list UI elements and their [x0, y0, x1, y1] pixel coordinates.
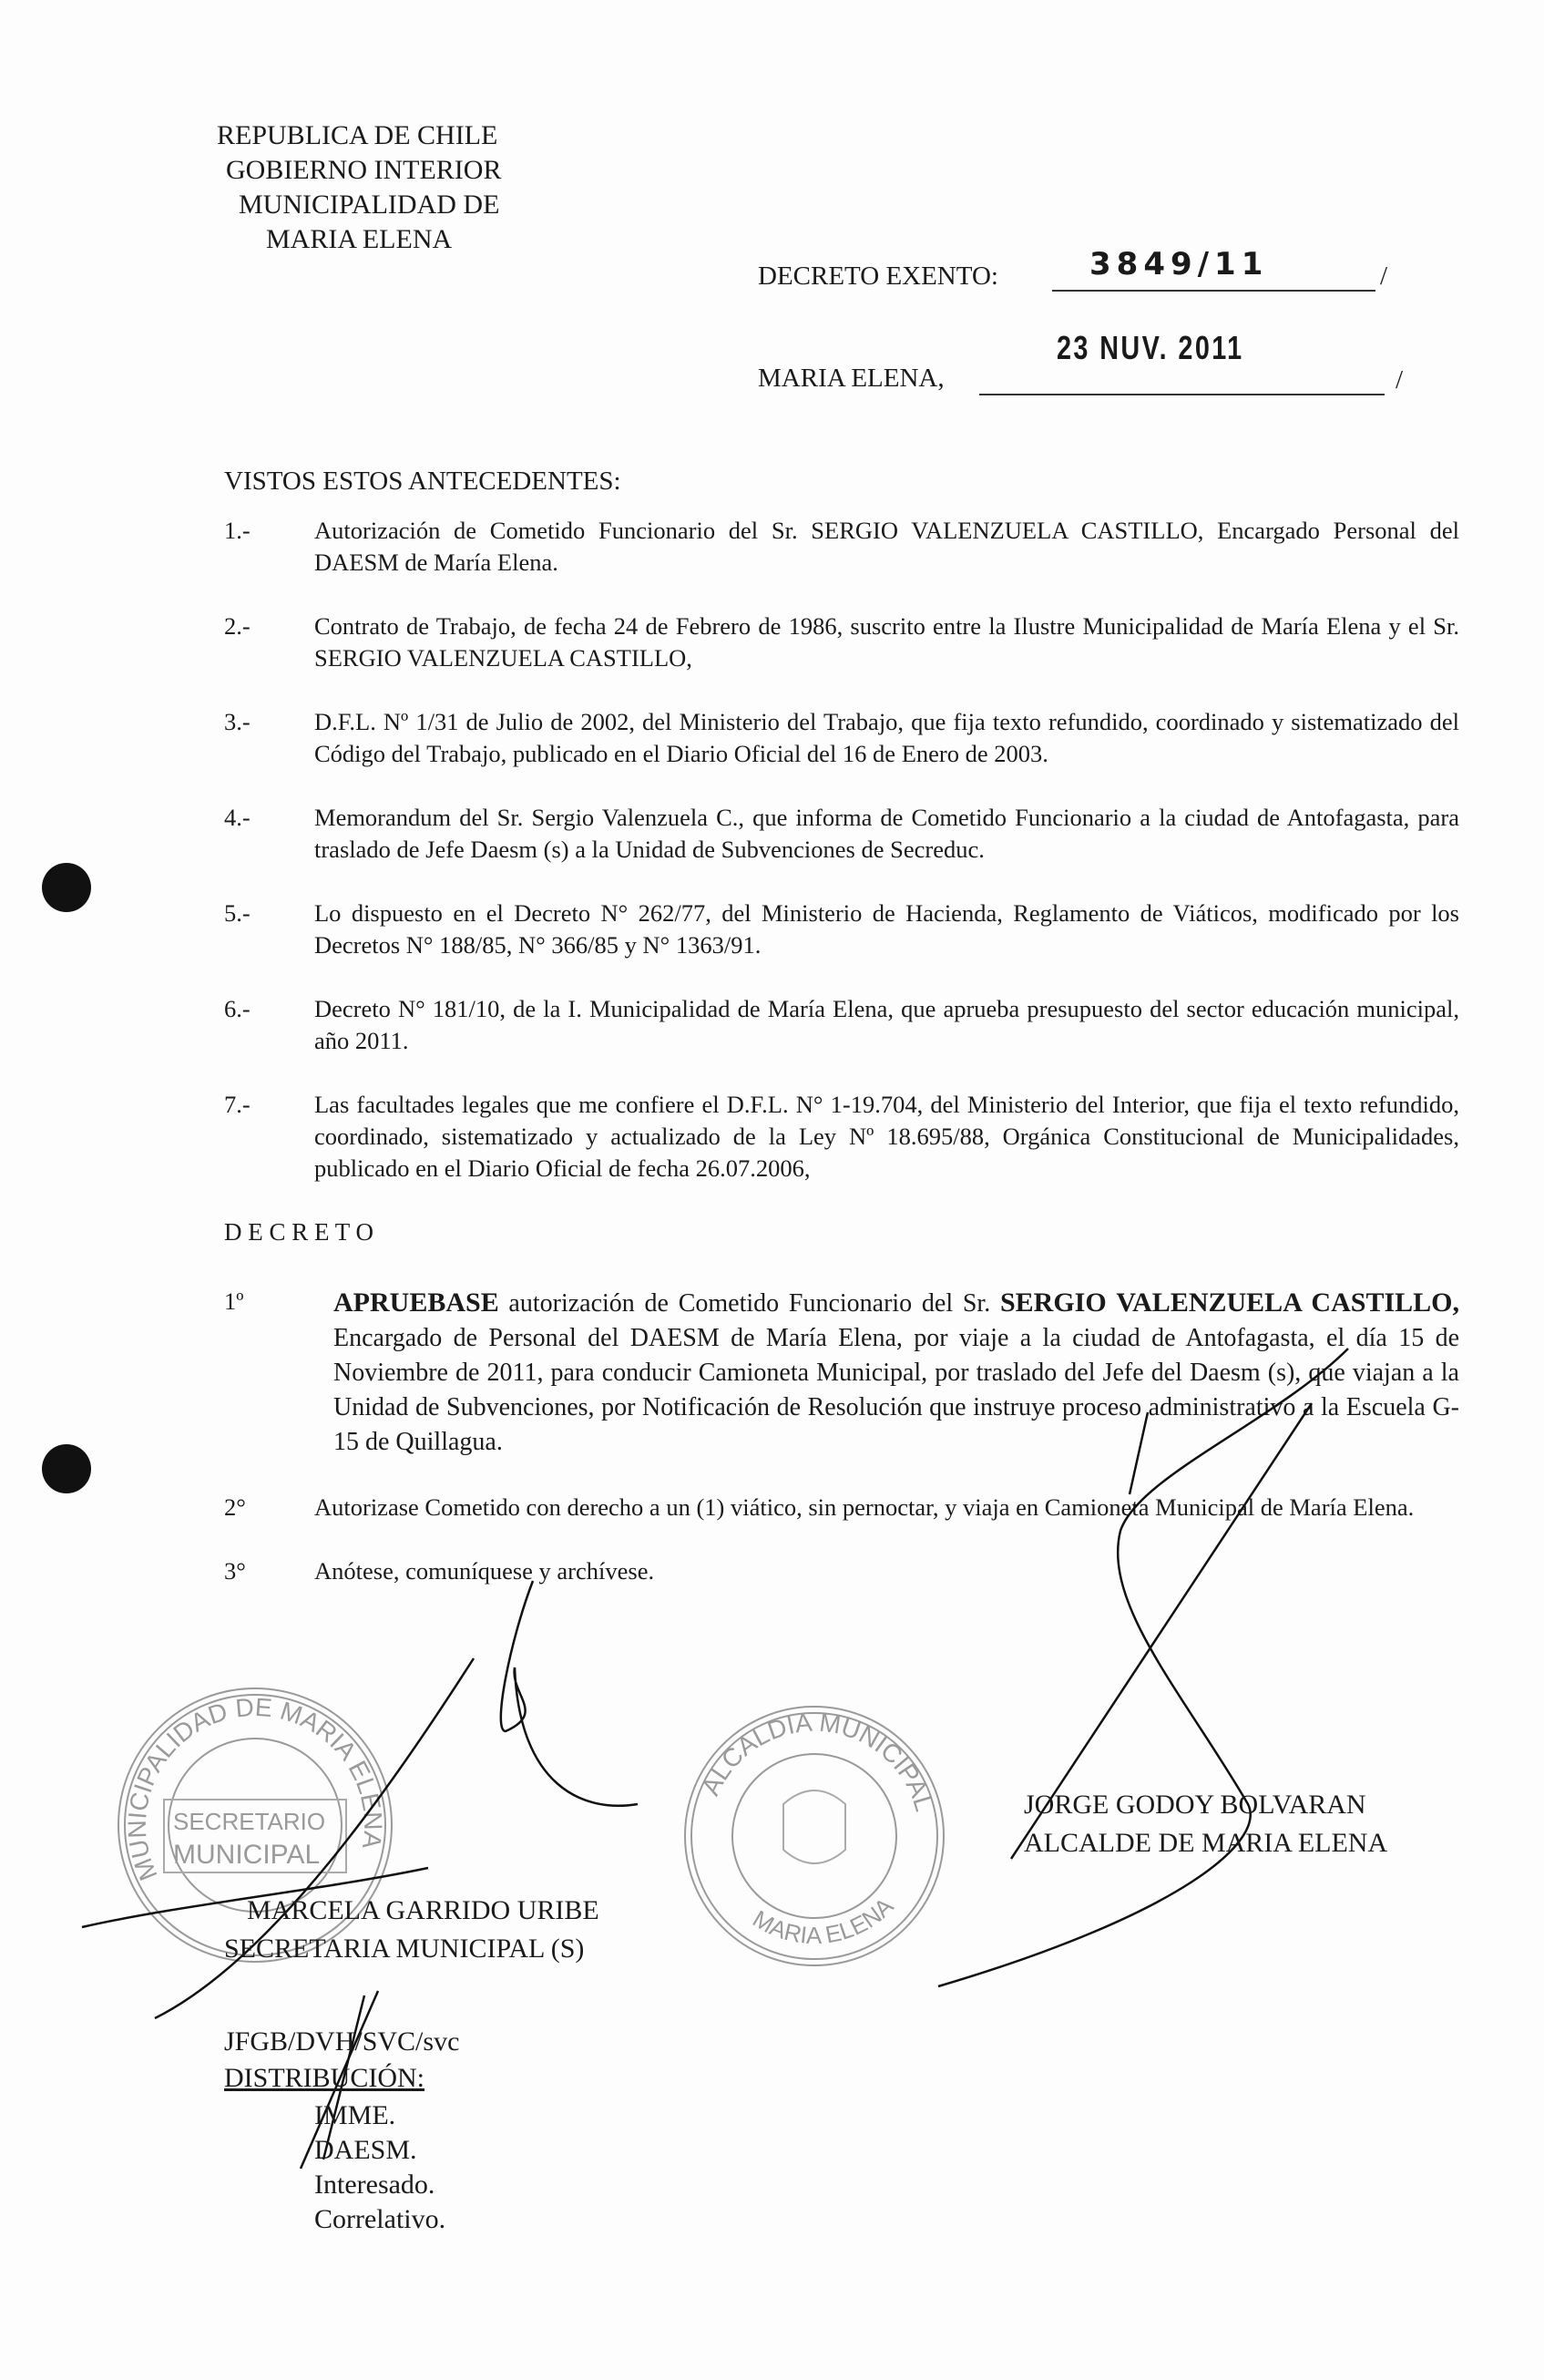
alcaldia-stamp-ring: ALCALDIA MUNICIPAL	[696, 1708, 939, 1815]
item-text: D.F.L. Nº 1/31 de Julio de 2002, del Ministerio del Trabajo, que fija texto refundido, coordinado y sistematizado del Código del Trabajo, publicado en el Diario Oficial del 16 de Enero de 2003.	[314, 708, 1459, 767]
decree-label: DECRETO EXENTO:	[758, 262, 998, 291]
article-text: Anótese, comuníquese y archívese.	[314, 1557, 655, 1585]
distribution-item: IMME.	[314, 2100, 396, 2130]
signature-alcalde	[938, 1349, 1348, 1986]
item-number: 2.-	[224, 612, 251, 640]
secretaria-title: SECRETARIA MUNICIPAL (S)	[224, 1934, 585, 1964]
article-span: autorización de Cometido Funcionario del Sr.	[498, 1289, 1000, 1318]
article-span: Encargado de Personal del DAESM de María Elena, por viaje a la ciudad de Antofagasta, el día 15 de Noviembre de 2011, para conducir Camioneta Municipal, por traslado del Jefe del Daesm (s), que viajan a la Unidad de Subvenciones, por Notificación de Resolución que instruye proceso administrativo a la Escuela G-15 de Quillagua.	[333, 1324, 1459, 1456]
item-text: Autorización de Cometido Funcionario del Sr. SERGIO VALENZUELA CASTILLO, Encargado Personal del DAESM de María Elena.	[314, 517, 1459, 576]
item-text: Decreto N° 181/10, de la I. Municipalidad de María Elena, que aprueba presupuesto del sector educación municipal, año 2011.	[314, 995, 1459, 1054]
place-label: MARIA ELENA,	[758, 364, 945, 393]
alcaldia-stamp-ring-bottom: MARIA ELENA	[748, 1892, 899, 1950]
alcalde-name: JORGE GODOY BOLVARAN	[1024, 1790, 1366, 1820]
vistos-title: VISTOS ESTOS ANTECEDENTES:	[224, 467, 621, 496]
item-number: 7.-	[224, 1091, 251, 1118]
slash: /	[1380, 262, 1388, 291]
secretaria-stamp-ring: MUNICIPALIDAD DE MARIA ELENA	[122, 1692, 388, 1885]
item-text: Memorandum del Sr. Sergio Valenzuela C., que informa de Cometido Funcionario a la ciudad de Antofagasta, para traslado de Jefe Daesm (s) a la Unidad de Subvenciones de Secreduc.	[314, 804, 1459, 863]
item-text: Contrato de Trabajo, de fecha 24 de Febrero de 1986, suscrito entre la Ilustre Municipalidad de María Elena y el Sr. SERGIO VALENZUELA CASTILLO,	[314, 612, 1459, 672]
letterhead-line: REPUBLICA DE CHILE	[217, 120, 498, 150]
article-bold: SERGIO VALENZUELA CASTILLO,	[999, 1287, 1459, 1318]
letterhead-line: MUNICIPALIDAD DE	[239, 190, 500, 220]
secretaria-stamp-center: SECRETARIO	[173, 1808, 326, 1835]
item-text: Lo dispuesto en el Decreto N° 262/77, del Ministerio de Hacienda, Reglamento de Viáticos, modificado por los Decretos N° 188/85, N° 366/85 y N° 1363/91.	[314, 899, 1459, 959]
decreto-title: D E C R E T O	[224, 1218, 374, 1246]
letterhead-line: MARIA ELENA	[266, 224, 453, 254]
punch-hole	[42, 863, 91, 912]
article-text: Autorizase Cometido con derecho a un (1) viático, sin pernoctar, y viaja en Camioneta Municipal de María Elena.	[314, 1493, 1415, 1521]
alcalde-title: ALCALDE DE MARIA ELENA	[1024, 1828, 1388, 1858]
article-number: 3°	[224, 1557, 246, 1585]
distribution-item: Correlativo.	[314, 2204, 446, 2234]
item-number: 6.-	[224, 995, 251, 1022]
secretaria-stamp-center: MUNICIPAL	[173, 1840, 321, 1870]
distribution-item: DAESM.	[314, 2135, 417, 2165]
distribution-item: Interesado.	[314, 2170, 435, 2200]
item-number: 1.-	[224, 517, 251, 544]
article-number: 2°	[224, 1493, 246, 1521]
letterhead-line: GOBIERNO INTERIOR	[226, 155, 502, 185]
date-stamp: 23 NUV. 2011	[1057, 329, 1244, 366]
distribution-label: DISTRIBUCIÓN:	[224, 2063, 425, 2093]
slash: /	[1396, 365, 1404, 395]
decree-number: 3849/11	[1089, 246, 1269, 282]
item-text: Las facultades legales que me confiere el D.F.L. N° 1-19.704, del Ministerio del Interior, que fija el texto refundido, coordinado, sistematizado y actualizado de la Ley Nº 18.695/88, Orgánica Constitucional de Municipalidades, publicado en el Diario Oficial de fecha 26.07.2006,	[314, 1091, 1459, 1182]
initials: JFGB/DVH/SVC/svc	[224, 2026, 460, 2057]
item-number: 3.-	[224, 708, 251, 735]
article-bold: APRUEBASE	[333, 1287, 499, 1318]
punch-hole	[42, 1444, 91, 1493]
article-number: 1º	[224, 1287, 244, 1315]
item-number: 4.-	[224, 804, 251, 831]
item-number: 5.-	[224, 899, 251, 927]
secretaria-name: MARCELA GARRIDO URIBE	[247, 1895, 599, 1925]
